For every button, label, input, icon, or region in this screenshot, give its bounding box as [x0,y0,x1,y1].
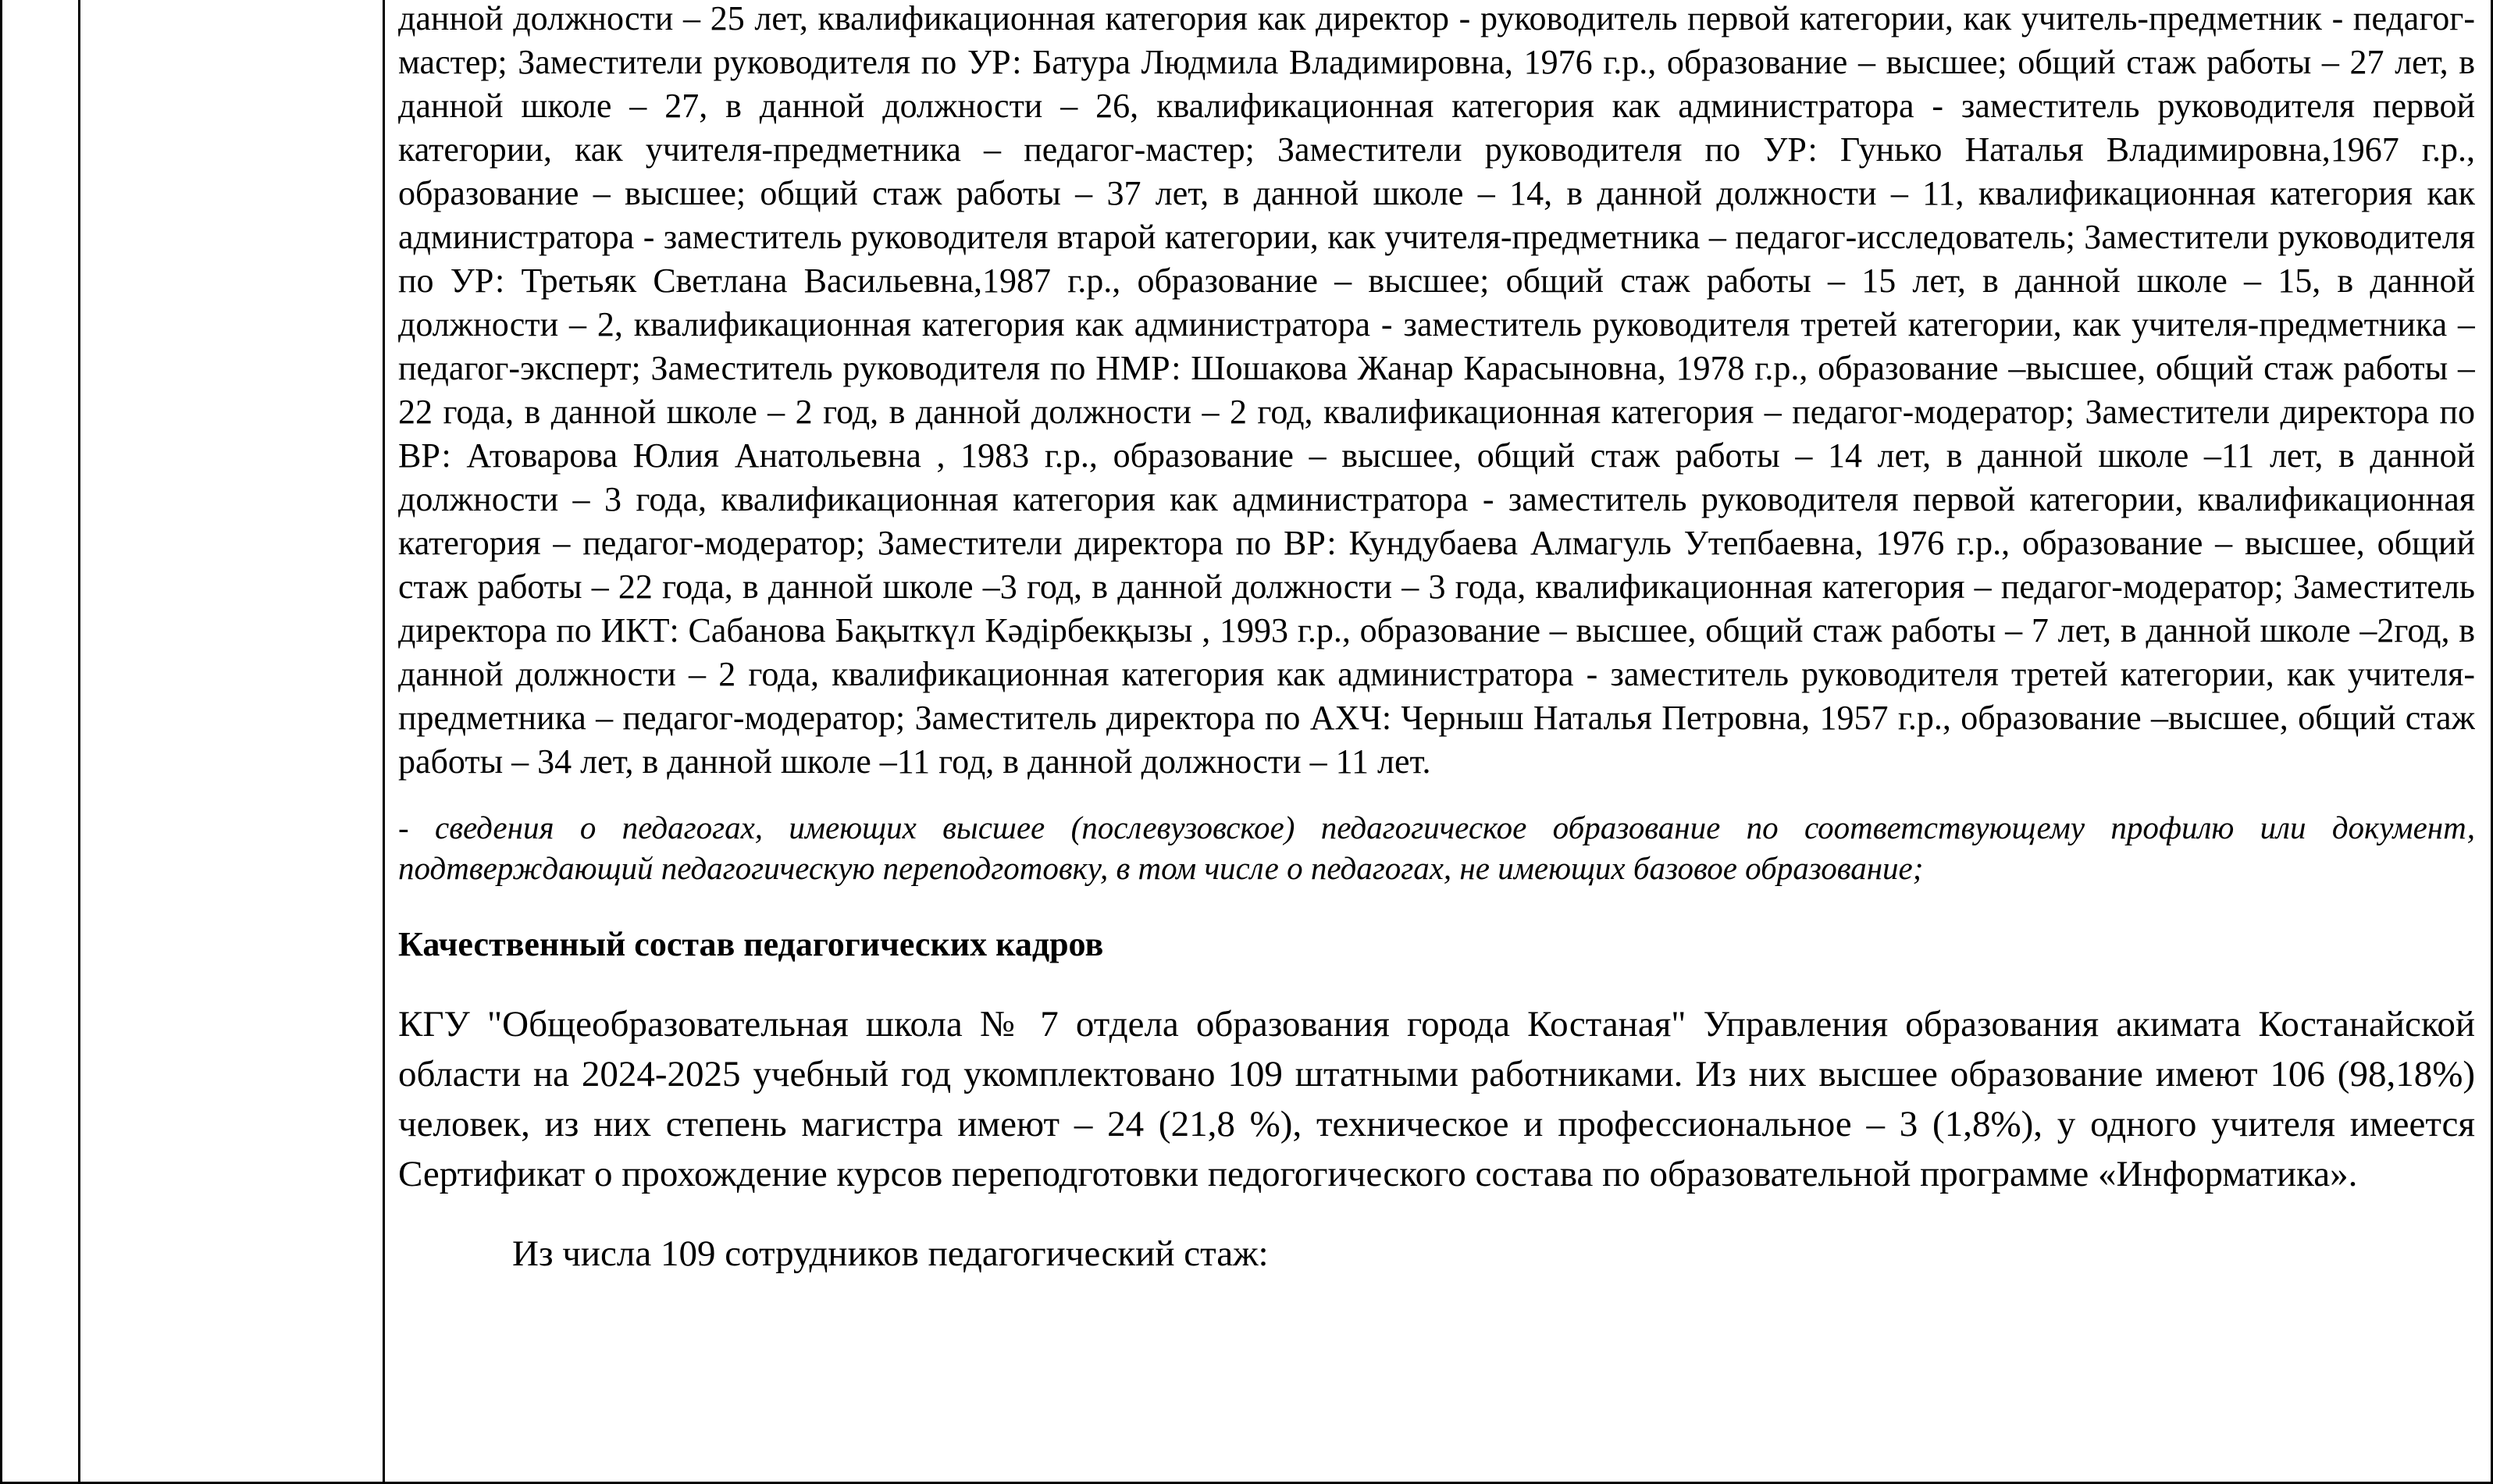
italic-note: - сведения о педагогах, имеющих высшее (послевузовское) педагогическое образование по соответствующему профилю или документ, подтверждающий педагогическую переподготовку, в том числе о педагогах, не имеющих базовое образование; [398,810,2475,886]
staff-summary-paragraph: КГУ "Общеобразовательная школа № 7 отдела образования города Костаная" Управления образования акимата Костанайской области на 2024-2025 учебный год укомплектовано 109 штатными работниками. Из них высшее образование имеют 106 (98,18%) человек, из них степень магистра имеют – 24 (21,8 %), техническое и профессиональное – 3 (1,8%), у одного учителя имеется Сертификат о прохождение курсов переподготовки педогогического состава по образовательной программе «Информатика». [398,1004,2475,1194]
staff-details-paragraph: данной должности – 25 лет, квалификационная категория как директор - руководитель первой категории, как учитель-предметник - педагог-мастер; Заместители руководителя по УР: Батура Людмила Владимировна, 1976 г.р., образование – высшее; общий стаж работы – 27 лет, в данной школе – 27, в данной должности – 26, квалификационная категория как администратора - заместитель руководителя первой категории, как учителя-предметника – педагог-мастер; Заместители руководителя по УР: Гунько Наталья Владимировна,1967 г.р., образование – высшее; общий стаж работы – 37 лет, в данной школе – 14, в данной должности – 11, квалификационная категория как администратора - заместитель руководителя втарой категории, как учителя-предметника – педагог-исследователь; Заместители руководителя по УР: Третьяк Светлана Васильевна,1987 г.р., образование – высшее; общий стаж работы – 15 лет, в данной школе – 15, в данной должности – 2, квалификационная категория как администратора - заместитель руководителя третей категории, как учителя-предметника – педагог-эксперт; Заместитель руководителя по НМР: Шошакова Жанар Карасыновна, 1978 г.р., образование –высшее, общий стаж работы – 22 года, в данной школе – 2 год, в данной должности – 2 год, квалификационная категория – педагог-модератор; Заместители директора по ВР: Атоварова Юлия Анатольевна , 1983 г.р., образование – высшее, общий стаж работы – 14 лет, в данной школе –11 лет, в данной должности – 3 года, квалификационная категория как администратора - заместитель руководителя первой категории, квалификационная категория – педагог-модератор; Заместители директора по ВР: Кундубаева Алмагуль Утепбаевна, 1976 г.р., образование – высшее, общий стаж работы – 22 года, в данной школе –3 год, в данной должности – 3 года, квалификационная категория – педагог-модератор; Заместитель директора по ИКТ: Сабанова Бақыткүл Кәдірбекқызы , 1993 г.р., образование – высшее, общий стаж работы – 7 лет, в данной школе –2год, в данной должности – 2 года, квалификационная категория как администратора - заместитель руководителя третей категории, как учителя-предметника – педагог-модератор; Заместитель директора по АХЧ: Черныш Наталья Петровна, 1957 г.р., образование –высшее, общий стаж работы – 34 лет, в данной школе –11 год, в данной должности – 11 лет. [398,0,2475,781]
content-cell [398,0,2475,1484]
table-column-divider-2 [383,0,385,1482]
table-column-divider-1 [78,0,80,1482]
section-heading: Качественный состав педагогических кадров [398,925,1104,963]
teaching-experience-intro: Из числа 109 сотрудников педагогический стаж: [512,1233,1269,1274]
